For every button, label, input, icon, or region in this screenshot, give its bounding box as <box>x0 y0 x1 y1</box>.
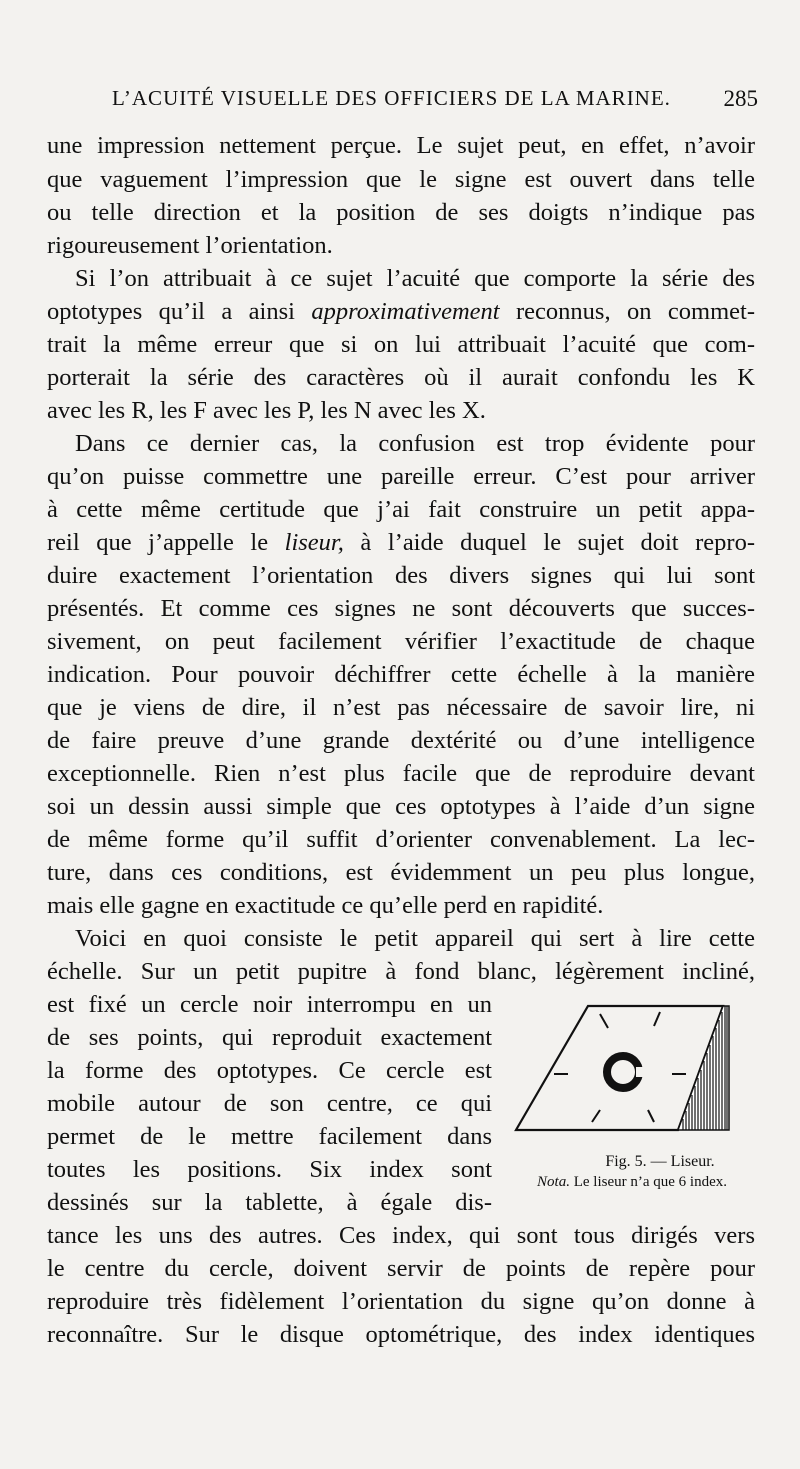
text-line: une impression nettement perçue. Le sujet peut, en effet, n’avoir <box>47 132 755 159</box>
text-line: ture, dans ces conditions, est évidemment un peu plus longue, <box>47 859 755 886</box>
text-line: trait la même erreur que si on lui attribuait l’acuité que com- <box>47 331 755 358</box>
text-line: porterait la série des caractères où il aurait confondu les K <box>47 364 755 391</box>
liseur-figure <box>508 988 760 1148</box>
text-line: de même forme qu’il suffit d’orienter convenablement. La lec- <box>47 826 755 853</box>
text-line: la forme des optotypes. Ce cercle est <box>47 1057 492 1084</box>
text-line: optotypes qu’il a ainsi approximativement reconnus, on commet- <box>47 298 755 325</box>
text-line: toutes les positions. Six index sont <box>47 1156 492 1183</box>
text-line: à cette même certitude que j’ai fait construire un petit appa- <box>47 496 755 523</box>
figure-note-text: Le liseur n’a que 6 index. <box>573 1174 727 1190</box>
text-line: Si l’on attribuait à ce sujet l’acuité que comporte la série des <box>75 265 755 292</box>
text-line: mobile autour de son centre, ce qui <box>47 1090 492 1117</box>
running-header <box>112 86 758 118</box>
text-line: duire exactement l’orientation des divers signes qui lui sont <box>47 562 755 589</box>
text-line: est fixé un cercle noir interrompu en un <box>47 991 492 1018</box>
text-line: tance les uns des autres. Ces index, qui sont tous dirigés vers <box>47 1222 755 1249</box>
text-line: Voici en quoi consiste le petit appareil qui sert à lire cette <box>75 925 755 952</box>
text-line: ou telle direction et la position de ses doigts n’indique pas <box>47 199 755 226</box>
landolt-ring <box>607 1056 639 1088</box>
text-line: que je viens de dire, il n’est pas nécessaire de savoir lire, ni <box>47 694 755 721</box>
text-line: exceptionnelle. Rien n’est plus facile que de reproduire devant <box>47 760 755 787</box>
text-line: indication. Pour pouvoir déchiffrer cette échelle à la manière <box>47 661 755 688</box>
text-line: reproduire très fidèlement l’orientation du signe qu’on donne à <box>47 1288 755 1315</box>
landolt-ring-gap <box>636 1067 644 1077</box>
page-number: 285 <box>723 86 758 111</box>
text-line: le centre du cercle, doivent servir de points de repère pour <box>47 1255 755 1282</box>
text-line: sivement, on peut facilement vérifier l’exactitude de chaque <box>47 628 755 655</box>
text-line: qu’on puisse commettre une pareille erreur. C’est pour arriver <box>47 463 755 490</box>
text-line: reil que j’appelle le liseur, à l’aide duquel le sujet doit repro- <box>47 529 756 556</box>
running-title: L’ACUITÉ VISUELLE DES OFFICIERS DE LA MARINE. <box>112 86 671 110</box>
text-line: avec les R, les F avec les P, les N avec les X. <box>47 397 486 424</box>
text-line: de faire preuve d’une grande dextérité ou d’une intelligence <box>47 727 755 754</box>
text-line: rigoureusement l’orientation. <box>47 232 333 259</box>
text-line: soi un dessin aussi simple que ces optotypes à l’aide d’un signe <box>47 793 755 820</box>
text-line: de ses points, qui reproduit exactement <box>47 1024 492 1051</box>
text-line: que vaguement l’impression que le signe est ouvert dans telle <box>47 166 755 193</box>
figure-caption: Fig. 5. — Liseur. <box>605 1153 715 1170</box>
text-line: permet de le mettre facilement dans <box>47 1123 492 1150</box>
text-line: dessinés sur la tablette, à égale dis- <box>47 1189 492 1216</box>
figure-note-label: Nota. <box>537 1174 570 1190</box>
text-line: mais elle gagne en exactitude ce qu’elle perd en rapidité. <box>47 892 604 919</box>
text-line: échelle. Sur un petit pupitre à fond blanc, légèrement incliné, <box>47 958 755 985</box>
text-line: présentés. Et comme ces signes ne sont découverts que succes- <box>47 595 755 622</box>
emphasis-approximativement: approximativement <box>311 298 500 325</box>
figure-note <box>506 1174 758 1191</box>
text-line: reconnaître. Sur le disque optométrique, des index identiques <box>47 1321 755 1348</box>
emphasis-liseur: liseur, <box>284 529 344 556</box>
text-line: Dans ce dernier cas, la confusion est trop évidente pour <box>75 430 755 457</box>
